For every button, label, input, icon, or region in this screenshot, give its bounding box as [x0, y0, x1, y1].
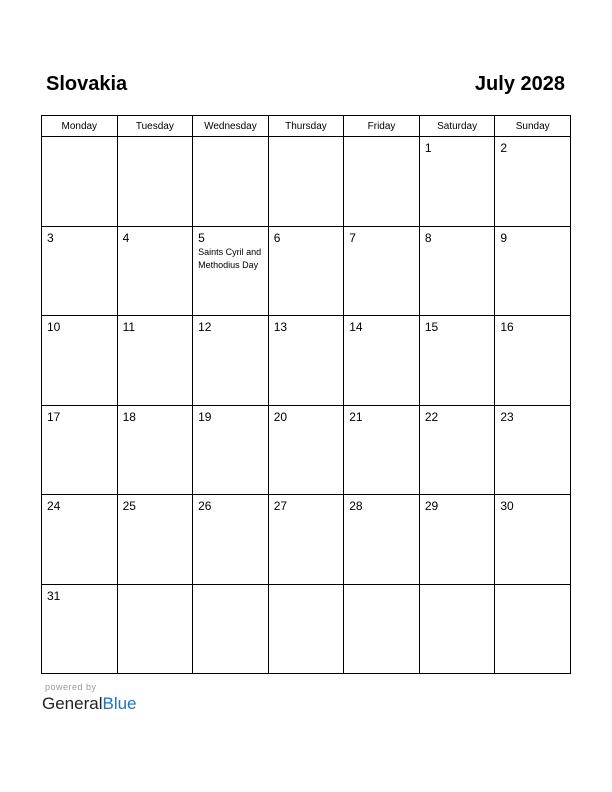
day-cell — [42, 584, 118, 674]
day-number: 6 — [273, 230, 281, 245]
day-number: 19 — [198, 409, 212, 424]
day-cell — [344, 226, 420, 316]
empty-day-cell — [495, 584, 571, 674]
day-cell — [495, 405, 571, 495]
day-number: 24 — [47, 499, 61, 513]
generalblue-logo[interactable] — [42, 693, 137, 715]
weekday-header: Sunday — [495, 116, 571, 137]
day-cell — [193, 226, 269, 316]
weekday-header: Monday — [42, 116, 118, 137]
week-row — [42, 584, 571, 674]
day-cell — [193, 316, 269, 406]
day-cell — [42, 226, 118, 316]
weekday-header-row — [42, 116, 571, 137]
day-number: 30 — [500, 499, 514, 513]
empty-day-cell — [117, 137, 193, 227]
day-cell — [117, 495, 193, 585]
calendar-month-title: July 2028 — [474, 73, 565, 95]
day-cell — [419, 137, 495, 227]
weekday-header: Friday — [344, 116, 420, 137]
brand-blue-text: Blue — [102, 694, 137, 713]
day-cell — [495, 226, 571, 316]
day-number: 14 — [349, 320, 363, 334]
week-row — [42, 495, 571, 585]
day-number: 28 — [349, 499, 363, 513]
day-number: 17 — [47, 409, 61, 424]
day-number: 10 — [47, 320, 61, 334]
day-cell — [193, 405, 269, 495]
week-row — [42, 405, 571, 495]
day-cell — [268, 226, 344, 316]
day-number: 27 — [273, 499, 288, 513]
day-number: 11 — [122, 320, 136, 334]
empty-day-cell — [419, 584, 495, 674]
day-number: 23 — [500, 409, 514, 424]
day-number: 18 — [122, 409, 136, 424]
weekday-header: Thursday — [268, 116, 344, 137]
empty-day-cell — [42, 137, 118, 227]
day-cell — [117, 405, 193, 495]
day-cell — [42, 405, 118, 495]
empty-day-cell — [344, 137, 420, 227]
day-cell — [344, 316, 420, 406]
day-number: 5 — [198, 230, 205, 245]
day-cell — [268, 405, 344, 495]
weekday-header: Saturday — [419, 116, 495, 137]
powered-by-label: powered by — [45, 682, 97, 692]
day-number: 21 — [349, 409, 363, 424]
day-cell — [419, 226, 495, 316]
empty-day-cell — [344, 584, 420, 674]
day-number: 2 — [500, 141, 508, 155]
day-cell — [419, 495, 495, 585]
day-number: 13 — [273, 320, 288, 334]
day-number: 1 — [424, 141, 432, 155]
day-number: 4 — [122, 230, 130, 245]
calendar-grid — [41, 115, 571, 674]
day-number: 31 — [47, 588, 61, 603]
day-number: 25 — [122, 499, 136, 513]
day-number: 16 — [500, 320, 514, 334]
empty-day-cell — [193, 137, 269, 227]
day-cell — [344, 495, 420, 585]
day-cell — [268, 316, 344, 406]
day-number: 8 — [424, 230, 432, 245]
day-cell — [495, 316, 571, 406]
day-cell — [193, 495, 269, 585]
day-number: 7 — [349, 230, 356, 245]
week-row — [42, 316, 571, 406]
day-cell — [117, 316, 193, 406]
day-number: 20 — [273, 409, 288, 424]
calendar-country-title: Slovakia — [46, 73, 128, 95]
day-cell — [268, 495, 344, 585]
day-cell — [419, 405, 495, 495]
day-cell — [495, 137, 571, 227]
day-cell — [117, 226, 193, 316]
day-number: 22 — [424, 409, 439, 424]
week-row — [42, 137, 571, 227]
holiday-event: Saints Cyril and Methodius Day — [198, 246, 262, 270]
day-cell — [419, 316, 495, 406]
brand-general-text: General — [42, 694, 103, 713]
week-row — [42, 226, 571, 316]
day-number: 15 — [424, 320, 439, 334]
weekday-header: Tuesday — [117, 116, 193, 137]
day-number: 9 — [500, 230, 508, 245]
empty-day-cell — [193, 584, 269, 674]
day-number: 3 — [47, 230, 54, 245]
day-cell — [495, 495, 571, 585]
day-number: 29 — [424, 499, 439, 513]
weekday-header: Wednesday — [193, 116, 269, 137]
empty-day-cell — [268, 137, 344, 227]
day-cell — [42, 316, 118, 406]
day-cell — [344, 405, 420, 495]
day-number: 12 — [198, 320, 212, 334]
empty-day-cell — [117, 584, 193, 674]
empty-day-cell — [268, 584, 344, 674]
day-cell — [42, 495, 118, 585]
day-number: 26 — [198, 499, 212, 513]
